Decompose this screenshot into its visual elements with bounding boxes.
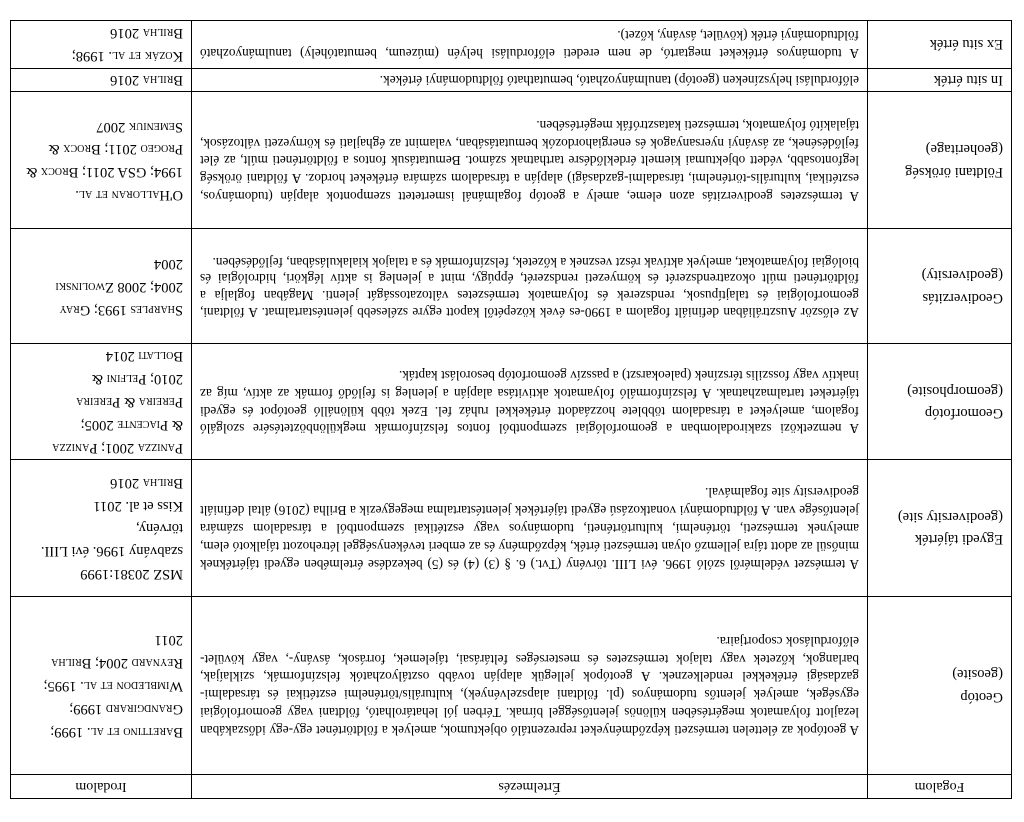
reference-line: Pereira & Pereira [76,394,183,411]
reference-line: 2004; 2008 Zwolinski [55,278,183,295]
explanation-cell: A természetes geodiverzitás azon eleme, amely a geotóp fogalmánál ismertetett szempontok alapján (tudományos, esztétikai, kulturális-történelmi, társadalmi-gazdasági) alapján a társadalom számára értékeket hordoz. A földtani örökség legfontosabb, védett objektumai kiemelt érdeklődésre tarthatnak számot. Bemutatásuk fontos a földtörténeti múlt, az élet fejlődésének, az ásványi nyersanyagok és energiahordozók bemutatásában, valamint az éghajlati és környezeti változások, tájalakító folyamatok, természeti katasztrófák megértésében. [192,92,868,229]
reference-line: Brilha 2016 [110,25,183,42]
references-cell [11,344,192,460]
references-cell [11,597,192,775]
reference-line: Panizza 2001; Panizza [52,440,183,456]
reference-line: Barettino et al. 1999; [50,723,183,740]
term-cell [868,460,1012,597]
reference-line: 2011 [154,632,183,649]
reference-line: szabvány 1996. évi LIII. [40,543,183,560]
definitions-table [10,20,1012,799]
reference-line: Wimbledon et al. 1995; [43,677,183,694]
reference-line: Kiss et al. 2011 [93,497,183,514]
references-cell [11,92,192,229]
references-cell [11,229,192,344]
reference-line: Bollati 2014 [105,348,183,365]
explanation-cell: Az először Ausztráliában definiált fogalom a 1990-es évek közepétől kapott egyre szélesebb jelentéstartalmat. A földtani, geomorfológiai és talajtípusok, rendszerek és folyamatok természetes változatosságát jelenti. Magában foglalja a földtörténeti múlt okozatrendszerét és környezeti rendszerét, éppúgy, mint a jelenleg is aktív légköri, hidrológiai és biológiai folyamatokat, amelyek aktívak részt vesznek a kőzetek, felszínformák és a talajok kialakulásában, fejlődésében. [192,229,868,344]
term-cell [868,597,1012,775]
reference-line: Kozák et al. 1998; [71,47,183,64]
reference-line: & Piacente 2005; [80,417,183,434]
reference-line: Progeo 2011; Brocx & [48,141,183,158]
term-name: Földtani örökség [905,163,1003,180]
term-cell [868,92,1012,229]
term-name: Ex situ érték [929,36,1003,53]
term-name: Geomorfotóp [924,405,1003,422]
table-header-row [11,775,1012,799]
table-row [11,344,1012,460]
reference-line: Brilha 2016 [110,72,183,89]
term-cell [868,229,1012,344]
term-name: Geodiverzitás [922,289,1003,306]
term-english: (geoheritage) [925,141,1003,158]
explanation-cell: A tudományos értékeket megtartó, de nem eredeti előfordulási helyén (múzeum, bemutatóhely) tanulmányozható földtudományi érték (kövület, ásvány, kőzet). [192,20,868,68]
explanation-cell: A geotópok az élettelen természeti képződményeket reprezentáló objektumok, amelyek a földtörténet egy-egy időszakában lezajlott folyamatok megértésében különös jelentőséggel bírnak. Térben jól lehatárolható, földtani vagy geomorfológiai egységek, amelyek jelentős tudományos (pl. földtani alapszelvények), kulturális/történelmi esztétikai és társadalmi-gazdasági értékekkel rendelkeznek. A geotópok jellegük alapján tovább osztályozhatók felszínformák, sziklaíjak, barlangok, kőzetek vagy talajok természetes és mesterséges feltárásai, tájelemek, források, ásvány-, vagy kövület-előfordulások csoportjaira. [192,597,868,775]
reference-line: Brilha 2016 [110,474,183,491]
header-explanation: Értelmezés [192,775,868,799]
term-english: (geodiversity site) [897,509,1003,525]
explanation-cell: A nemzetközi szakirodalomban a geomorfológiai szempontból fontos felszínformák megkülönböztetésére szolgáló fogalom, amelyeket a társadalom többlete hozzáadott értékekkel ruház fel. Ezek több különálló geotópot és egyedi tájérteket tartalmazhatnak. A felszínformáló folyamatok aktivitása alapján a jelenleg is fejlődő formák az aktív, míg az inaktív vagy fosszilis térszínek (paleokarszt) a passzív geomorfotóp besorolást kapták. [192,344,868,460]
reference-line: Semeniuk 2007 [96,118,183,135]
table-row [11,92,1012,229]
reference-line: 2010; Pelfini & [91,371,183,388]
term-name: In situ érték [933,72,1003,89]
references-cell [11,68,192,92]
term-cell [868,344,1012,460]
explanation-cell: előfordulási helyszíneken (geotóp) tanulmányozható, bemutatható földtudományi értékek. [192,68,868,92]
header-term: Fogalom [868,775,1012,799]
reference-line: O'Halloran et al. [75,187,183,204]
references-cell [11,460,192,597]
table-row [11,460,1012,597]
references-cell [11,20,192,68]
term-name: Geotóp [960,688,1003,705]
term-name: Egyedi tájérték [914,531,1003,548]
term-cell [868,20,1012,68]
explanation-cell: A természet védelméről szóló 1996. évi LIII. törvény (Tvt.) 6. § (3) (4) és (5) bekezdése értelmében egyedi tájértéknek minősül az adott tájra jellemző olyan természeti érték, képződmény és az emberi tevékenységgel létrehozott tájalkotó elem, amelynek természeti, történelmi, kulturtörténeti, tudományos vagy esztétikai szempontból a társadalom számára jelentősége van. A földtudományi vonatkozású egyedi tájértékek jelentéstartalma megegyezik a Brilha (2016) által definiált geodiversity site fogalmával. [192,460,868,597]
term-english: (geosite) [952,666,1003,683]
term-english: (geodiversity) [921,267,1003,284]
term-english: (geomorphosite) [907,382,1003,399]
reference-line: törvény, [136,520,183,537]
reference-line: 2004 [154,256,183,273]
table-row [11,229,1012,344]
reference-line: Grandgirard 1999; [69,700,183,717]
header-references: Irodalom [11,775,192,799]
reference-line: 1994; GSA 2011; Brocx & [26,164,183,181]
reference-line: Sharples 1993; Gray [59,301,183,318]
term-cell [868,68,1012,92]
reference-line: MSZ 20381:1999 [80,566,183,583]
table-row [11,68,1012,92]
table-row [11,597,1012,775]
reference-line: Reynard 2004; Brilha [51,655,183,672]
table-row [11,20,1012,68]
